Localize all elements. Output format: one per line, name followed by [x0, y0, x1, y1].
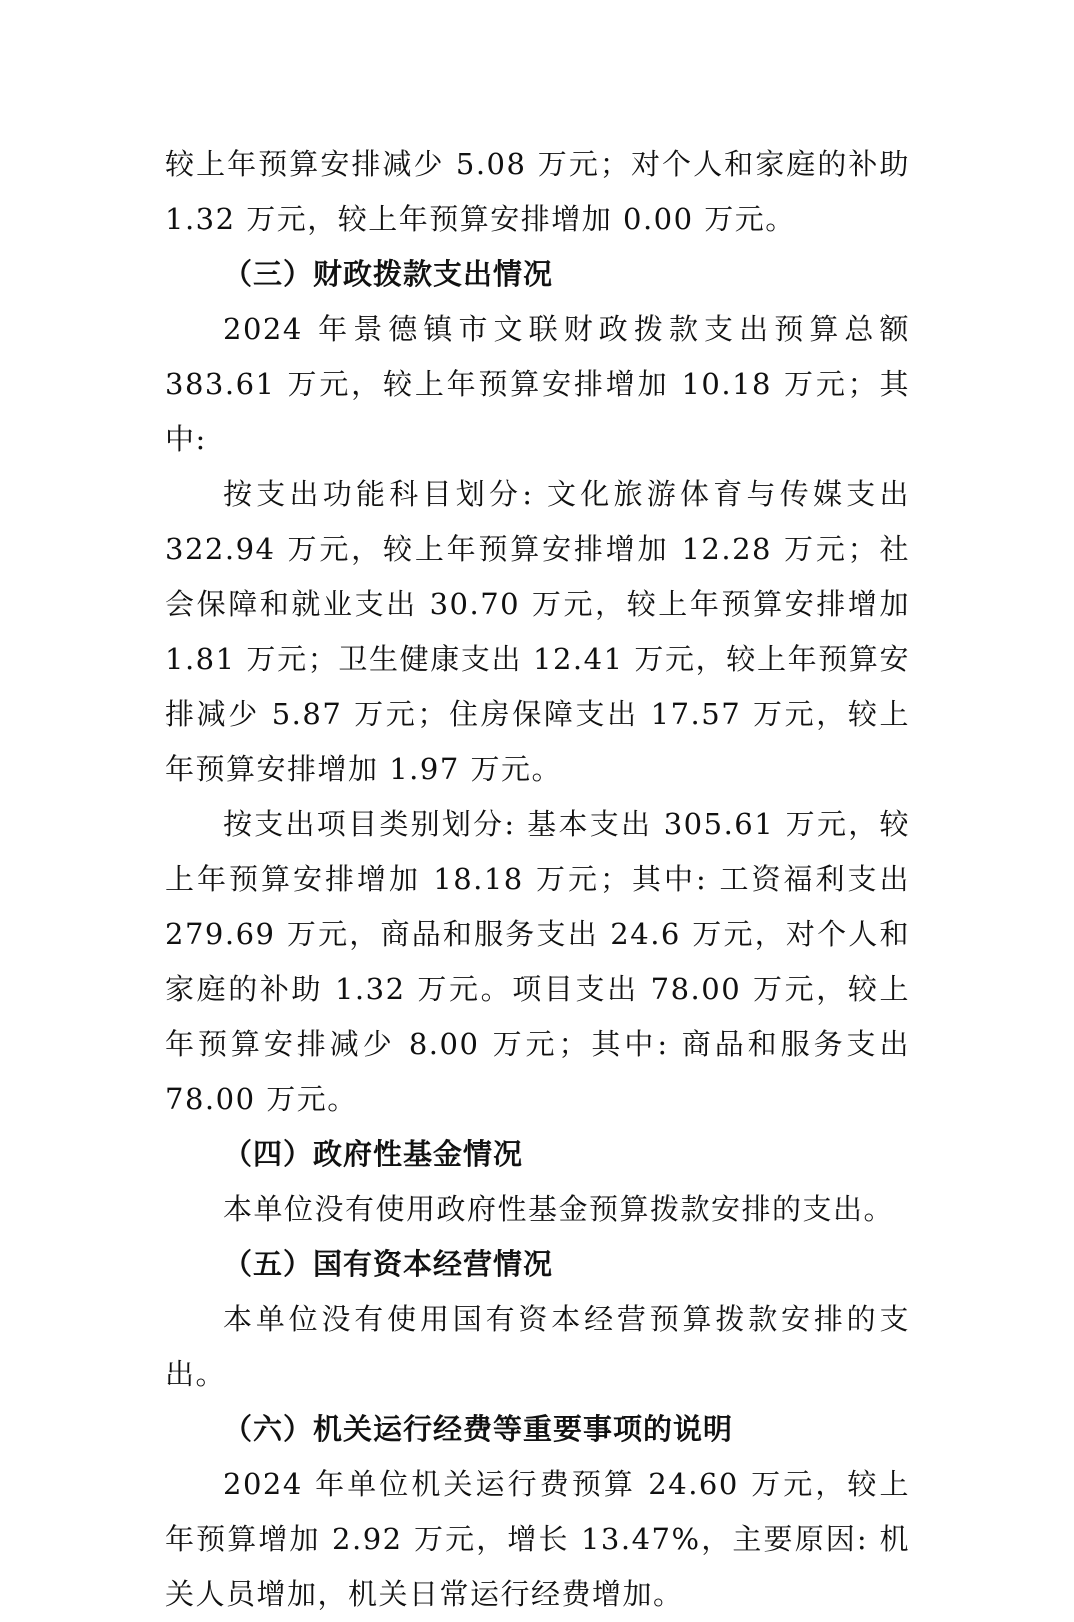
- paragraph-operating-expenses: 2024 年单位机关运行费预算 24.60 万元，较上年预算增加 2.92 万元，增长 13.47%，主要原因: 机关人员增加，机关日常运行经费增加。: [165, 1467, 910, 1611]
- section-heading-state-capital: （五）国有资本经营情况: [223, 1247, 554, 1281]
- section-heading-fiscal-appropriation-expenditure: （三）财政拨款支出情况: [223, 257, 554, 291]
- paragraph-functional-classification: 按支出功能科目划分: 文化旅游体育与传媒支出 322.94 万元，较上年预算安排增加 12.28 万元；社会保障和就业支出 30.70 万元，较上年预算安排增加 1.81 万元；卫生健康支出 12.41 万元，较上年预算安排减少 5.87 万元；住房保障支出 17.57 万元，较上年预算安排增加 1.97 万元。: [165, 477, 910, 786]
- paragraph-government-fund: 本单位没有使用政府性基金预算拨款安排的支出。: [223, 1192, 895, 1226]
- paragraph-project-category-classification: 按支出项目类别划分: 基本支出 305.61 万元，较上年预算安排增加 18.18 万元；其中: 工资福利支出 279.69 万元，商品和服务支出 24.6 万元，对个人和家庭的补助 1.32 万元。项目支出 78.00 万元，较上年预算安排减少 8.00 万元；其中: 商品和服务支出 78.00 万元。: [165, 807, 910, 1116]
- section-heading-operating-expenses: （六）机关运行经费等重要事项的说明: [223, 1412, 734, 1446]
- paragraph-appropriation-total: 2024 年景德镇市文联财政拨款支出预算总额 383.61 万元，较上年预算安排增加 10.18 万元；其中:: [165, 312, 910, 456]
- section-heading-government-fund: （四）政府性基金情况: [223, 1137, 524, 1171]
- paragraph-state-capital: 本单位没有使用国有资本经营预算拨款安排的支出。: [165, 1302, 910, 1391]
- paragraph-continuation: 较上年预算安排减少 5.08 万元；对个人和家庭的补助 1.32 万元，较上年预算安排增加 0.00 万元。: [165, 147, 910, 236]
- document-body: [165, 137, 910, 1622]
